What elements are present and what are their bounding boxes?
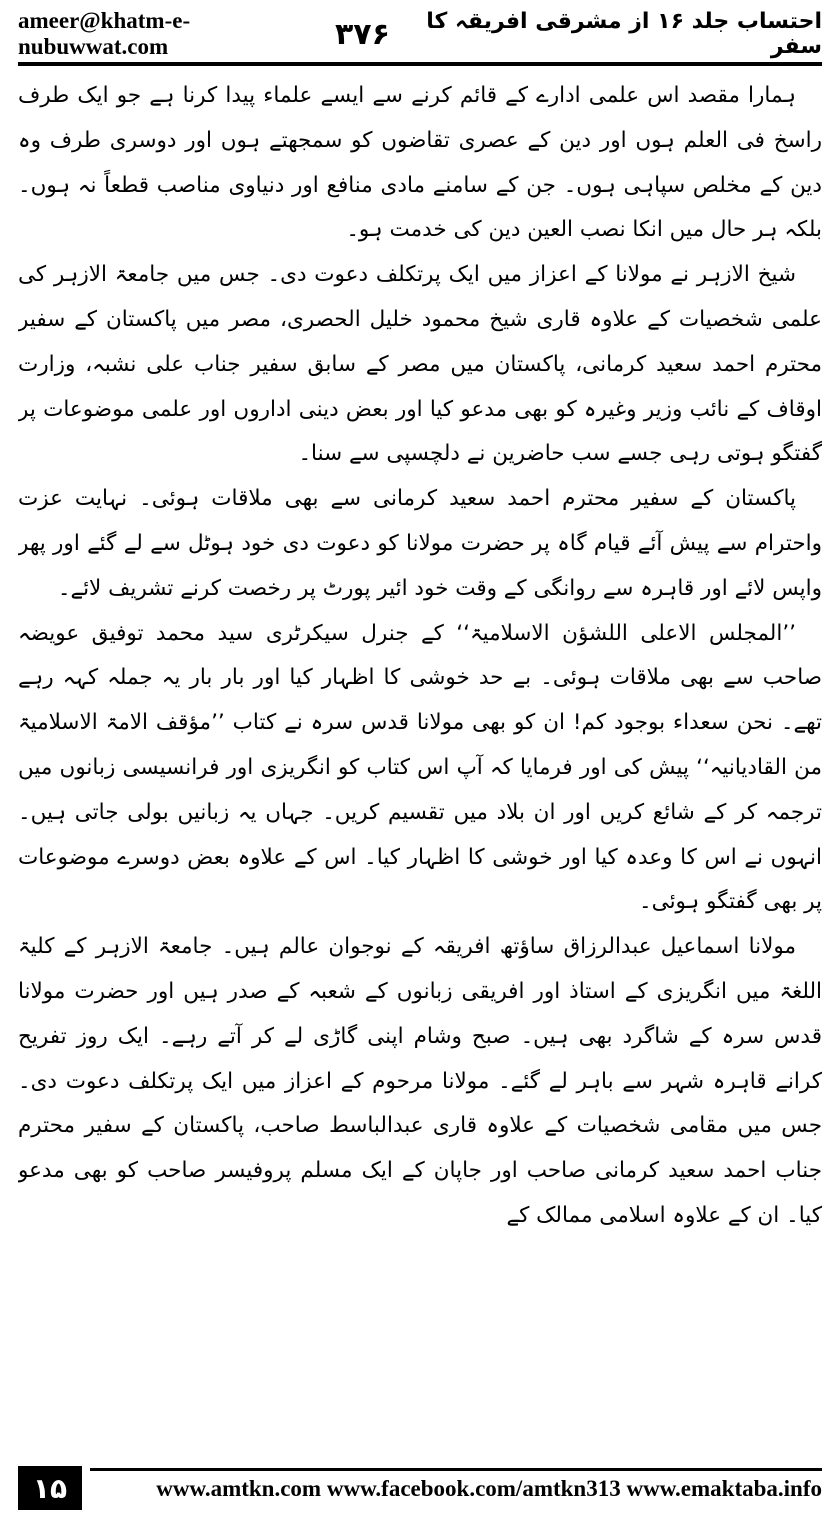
paragraph-1: ہمارا مقصد اس علمی ادارے کے قائم کرنے سے ایسے علماء پیدا کرنا ہے جو ایک طرف راسخ فی العلم ہوں اور دین کے عصری تقاضوں کو سمجھتے ہوں اور دوسری طرف وہ دین کے مخلص سپاہی ہوں۔ جن کے سامنے مادی منافع اور دنیاوی مناصب قطعاً نہ ہوں۔ بلکہ ہر حال میں انکا نصب العین دین کی خدمت ہو۔ [18,83,822,243]
footer-links[interactable]: www.amtkn.com www.facebook.com/amtkn313 www.emaktaba.info [156,1476,822,1501]
header-book-title: احتساب جلد ۱۶ از مشرقی افریقہ کا سفر [426,9,822,59]
page-footer [18,1460,822,1520]
paragraph-3: پاکستان کے سفیر محترم احمد سعید کرمانی سے بھی ملاقات ہوئی۔ نہایت عزت واحترام سے پیش آئے قیام گاہ پر حضرت مولانا کو دعوت دی خود ہوٹل سے لے گئے اور پھر واپس لائے اور قاہرہ سے روانگی کے وقت خود ائیر پورٹ پر رخصت کرنے تشریف لائے۔ [18,486,822,601]
header-page-number: ۳۷۶ [334,16,390,52]
header-email[interactable]: ameer@khatm-e-nubuwwat.com [18,8,191,59]
paragraph-2: شیخ الازہر نے مولانا کے اعزاز میں ایک پرتکلف دعوت دی۔ جس میں جامعۃ الازہر کی علمی شخصیات کے علاوہ قاری شیخ محمود خلیل الحصری، مصر میں پاکستان کے سفیر محترم احمد سعید کرمانی، پاکستان میں مصر کے سابق سفیر جناب علی نشبہ، وزارت اوقاف کے نائب وزیر وغیرہ کو بھی مدعو کیا اور بعض دینی اداروں اور علمی موضوعات پر گفتگو ہوتی رہی جسے سب حاضرین نے دلچسپی سے سنا۔ [18,262,822,467]
footer-rule [90,1468,822,1471]
page-header [18,8,822,59]
paragraph-4: ’’المجلس الاعلی اللشؤن الاسلامیۃ‘‘ کے جنرل سیکرٹری سید محمد توفیق عویضہ صاحب سے بھی ملاقات ہوئی۔ بے حد خوشی کا اظہار کیا اور بار بار یہ جملہ کہہ رہے تھے۔ نحن سعداء بوجود کم! ان کو بھی مولانا قدس سرہ نے کتاب ’’مؤقف الامۃ الاسلامیۃ من القادیانیہ‘‘ پیش کی اور فرمایا کہ آپ اس کتاب کو انگریزی اور فرانسیسی زبانوں میں ترجمہ کر کے شائع کریں اور ان بلاد میں تقسیم کریں۔ جہاں یہ زبانیں بولی جاتی ہیں۔ انہوں نے اس کا وعدہ کیا اور خوشی کا اظہار کیا۔ اس کے علاوہ بعض دوسرے موضوعات پر بھی گفتگو ہوئی۔ [18,620,822,915]
paragraph-5: مولانا اسماعیل عبدالرزاق ساؤتھ افریقہ کے نوجوان عالم ہیں۔ جامعۃ الازہر کے کلیۃ اللغۃ میں انگریزی کے استاذ اور افریقی زبانوں کے شعبہ کے صدر ہیں اور حضرت مولانا قدس سرہ کے شاگرد بھی ہیں۔ صبح وشام اپنی گاڑی لے کر آتے رہے۔ ایک روز تفریح کرانے قاہرہ شہر سے باہر لے گئے۔ مولانا مرحوم کے اعزاز میں ایک پرتکلف دعوت دی۔ جس میں مقامی شخصیات کے علاوہ قاری عبدالباسط صاحب، پاکستان کے سفیر محترم جناب احمد سعید کرمانی صاحب اور جاپان کے ایک مسلم پروفیسر صاحب کو بھی مدعو کیا۔ ان کے علاوہ اسلامی ممالک کے [18,934,822,1228]
header-rule [18,62,822,66]
page-body [18,74,822,1446]
footer-page-number: ۱۵ [18,1466,82,1510]
header-left [18,8,390,60]
